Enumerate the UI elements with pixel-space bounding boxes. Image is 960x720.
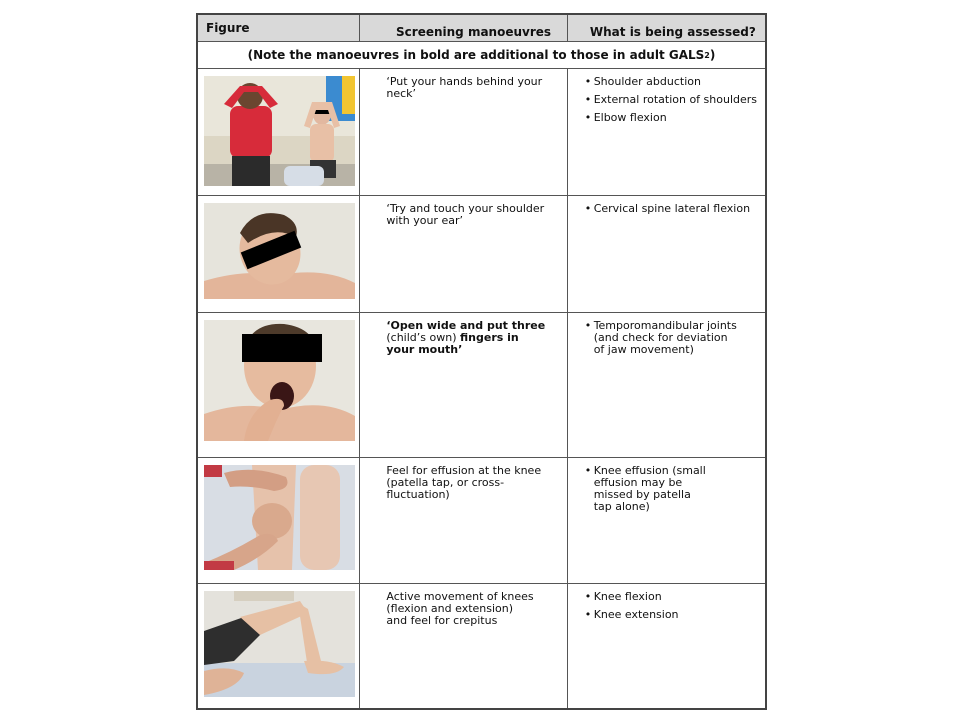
assessed-list-2 <box>585 203 761 215</box>
photo-knee-movement <box>204 591 355 697</box>
manoeuvre-part: ‘Put your hands behind your neck’ <box>386 75 543 100</box>
manoeuvre-text-2 <box>360 196 567 312</box>
table-row <box>198 69 765 196</box>
assessed-list-1 <box>585 76 761 124</box>
photo-knee-effusion <box>204 465 355 570</box>
list-item: • External rotation of shoulders <box>585 94 761 106</box>
manoeuvre-part: Feel for effusion at the knee (patella tap, or cross-fluctuation) <box>386 464 542 501</box>
table-row <box>198 458 765 584</box>
note-close-paren: ) <box>709 48 716 62</box>
list-item: • Shoulder abduction <box>585 76 761 88</box>
list-item: • Cervical spine lateral flexion <box>585 203 761 215</box>
list-item: • Elbow flexion <box>585 112 761 124</box>
screening-table <box>196 13 767 710</box>
header-figure: Figure <box>198 15 360 41</box>
manoeuvre-text-4 <box>360 458 567 583</box>
photo-hands-behind-neck <box>204 76 355 186</box>
manoeuvre-text-3 <box>360 313 567 457</box>
manoeuvre-text-5 <box>360 584 567 708</box>
manoeuvre-part: Active movement of knees (flexion and extension) and feel for crepitus <box>386 590 534 627</box>
manoeuvre-part-bold: fingers in your mouth’ <box>386 331 519 356</box>
note-text: (Note the manoeuvres in bold are additional to those in adult GALS <box>247 48 705 62</box>
assessed-list-4 <box>585 465 761 513</box>
header-assessed: What is being assessed? <box>589 24 756 39</box>
manoeuvre-part: ‘Try and touch your shoulder with your ear’ <box>386 202 545 227</box>
table-row <box>198 313 765 458</box>
manoeuvre-text-1 <box>360 69 567 195</box>
table-row <box>198 584 765 708</box>
note-row <box>198 42 765 69</box>
list-item: • Temporomandibular joints (and check for deviation of jaw movement) <box>585 320 761 356</box>
table-row <box>198 196 765 313</box>
list-item: • Knee extension <box>585 609 761 621</box>
list-item: • Knee flexion <box>585 591 761 603</box>
list-item: • Knee effusion (small effusion may be missed by patella tap alone) <box>585 465 761 513</box>
note-superscript: 2 <box>704 50 710 60</box>
assessed-list-3 <box>585 320 761 356</box>
manoeuvre-part-bold: ‘Open wide and put three <box>386 319 546 332</box>
photo-ear-to-shoulder <box>204 203 355 299</box>
photo-open-mouth <box>204 320 355 441</box>
header-manoeuvres: Screening manoeuvres <box>360 15 567 41</box>
table-header-row <box>198 15 765 42</box>
manoeuvre-part: (child’s own) <box>386 331 460 344</box>
assessed-list-5 <box>585 591 761 621</box>
